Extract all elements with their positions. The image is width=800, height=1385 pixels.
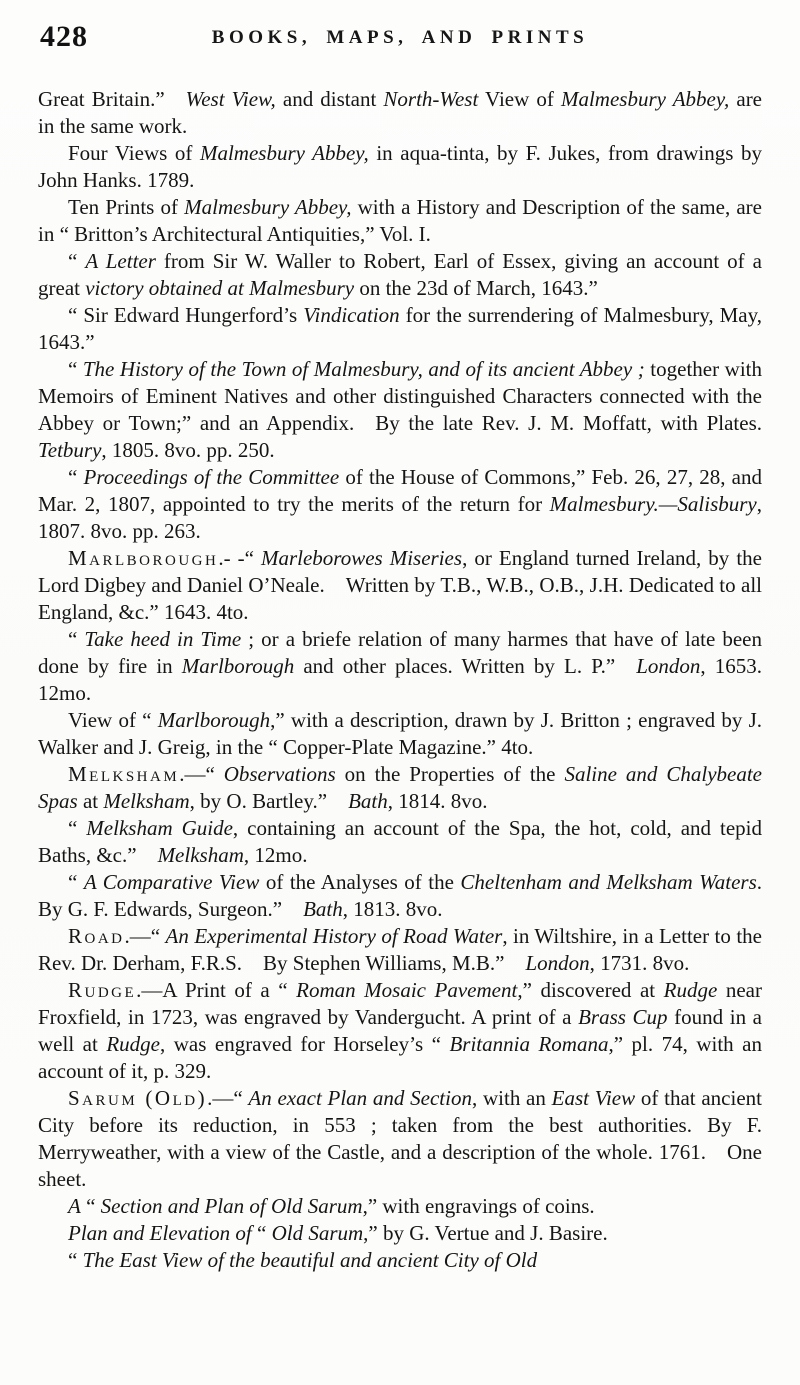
italic-run: Melksham: [157, 843, 244, 867]
paragraph: [38, 194, 762, 248]
italic-run: Malmesbury Abbey,: [560, 87, 730, 111]
text-run: of the Analyses of the: [259, 870, 461, 894]
italic-run: North-West: [383, 87, 479, 111]
smallcaps-run: Melksham: [68, 762, 180, 786]
text-run: , 1814. 8vo.: [387, 789, 488, 813]
italic-run: Proceedings of the Committee: [83, 465, 340, 489]
paragraph: [38, 545, 762, 626]
italic-run: Malmesbury.—Salisbury: [549, 492, 757, 516]
text-run: , or England turned Ireland, by the Lord Digbey and Daniel O’Neale. Written by T.B., W.B., O.B., J.H. Dedicated to all England, &c.” 1643. 4to.: [38, 546, 762, 624]
text-run: with a History and Description of the same, are in “ Britton’s Architectural Antiquities,” Vol. I.: [38, 195, 762, 246]
text-run: .—A Print of a “: [136, 978, 297, 1002]
italic-run: Observations: [223, 762, 336, 786]
italic-run: Marleborowes Miseries: [260, 546, 463, 570]
text-run: , in Wiltshire, in a Letter to the Rev. Dr. Derham, F.R.S. By Stephen Williams, M.B.”: [38, 924, 762, 975]
italic-run: East View: [551, 1086, 636, 1110]
text-block: [38, 86, 762, 1274]
text-run: at: [77, 789, 104, 813]
paragraph: [38, 140, 762, 194]
italic-run: Marlborough: [157, 708, 271, 732]
text-run: , 1805. 8vo. pp. 250.: [101, 438, 275, 462]
italic-run: Rudge: [663, 978, 718, 1002]
text-run: Four Views of: [68, 141, 200, 165]
text-run: ,” by G. Vertue and J. Basire.: [363, 1221, 608, 1245]
text-run: ,” discovered at: [517, 978, 664, 1002]
text-run: ,” with engravings of coins.: [362, 1194, 595, 1218]
paragraph: [38, 869, 762, 923]
smallcaps-run: Marlborough: [68, 546, 219, 570]
italic-run: London: [636, 654, 701, 678]
text-run: .- -“: [218, 546, 261, 570]
italic-run: Tetbury: [38, 438, 102, 462]
paragraph: [38, 464, 762, 545]
italic-run: Malmesbury Abbey,: [184, 195, 352, 219]
text-run: , 1731. 8vo.: [589, 951, 690, 975]
smallcaps-run: Rudge: [68, 978, 137, 1002]
italic-run: Section and Plan of Old Sarum: [100, 1194, 363, 1218]
italic-run: An Experimental History of Road Water: [165, 924, 503, 948]
text-run: of the House of Commons,” Feb. 26, 27, 28, and Mar. 2, 1807, appointed to try the merits of the return for: [38, 465, 762, 516]
text-run: together with Memoirs of Eminent Natives and other distinguished Characters connected with the Abbey or Town;” and an Appendix. By the late Rev. J. M. Moffatt, with Plates.: [38, 357, 762, 435]
italic-run: A: [68, 1194, 81, 1218]
text-run: and other places. Written by L. P.”: [294, 654, 637, 678]
italic-run: Plan and Elevation of: [68, 1221, 252, 1245]
paragraph: [38, 1247, 762, 1274]
italic-run: London: [525, 951, 590, 975]
page-number: 428: [40, 20, 88, 53]
text-run: and distant: [275, 87, 384, 111]
text-run: ,” pl. 74, with an account of it, p. 329.: [38, 1032, 763, 1083]
running-head: BOOKS, MAPS, AND PRINTS: [211, 27, 589, 48]
text-run: View of “: [68, 708, 158, 732]
text-run: “: [68, 627, 85, 651]
text-run: .—“: [179, 762, 224, 786]
italic-run: Melksham Guide: [86, 816, 233, 840]
text-run: from Sir W. Waller to Robert, Earl of Essex, giving an account of a great: [38, 249, 762, 300]
italic-run: Melksham: [103, 789, 190, 813]
paragraph: [38, 707, 762, 761]
paragraph: [38, 1193, 762, 1220]
italic-run: Malmesbury Abbey,: [199, 141, 369, 165]
text-run: , by O. Bartley.”: [189, 789, 349, 813]
text-run: Ten Prints of: [68, 195, 185, 219]
italic-run: Marlborough: [181, 654, 295, 678]
italic-run: Saline and Chalybeate Spas: [38, 762, 762, 813]
text-run: , was engraved for Horseley’s “: [159, 1032, 450, 1056]
text-run: , 12mo.: [243, 843, 308, 867]
italic-run: Bath: [303, 897, 343, 921]
smallcaps-run: Sarum (Old): [68, 1086, 208, 1110]
italic-run: An exact Plan and Section: [248, 1086, 472, 1110]
italic-run: Britannia Romana: [449, 1032, 609, 1056]
italic-run: Bath: [348, 789, 388, 813]
text-run: , containing an account of the Spa, the hot, cold, and tepid Baths, &c.”: [38, 816, 762, 867]
italic-run: The History of the Town of Malmesbury, and of its ancient Abbey ;: [82, 357, 645, 381]
text-run: “ Sir Edward Hungerford’s: [68, 303, 304, 327]
italic-run: Take heed in Time: [84, 627, 242, 651]
text-run: , 1813. 8vo.: [342, 897, 443, 921]
text-run: of that ancient City before its reduction, in 553 ; taken from the best authorities. By F. Merryweather, with a view of the Castle, and a description of the whole. 1761. One sheet.: [38, 1086, 762, 1191]
italic-run: Brass Cup: [578, 1005, 668, 1029]
italic-run: West View,: [185, 87, 276, 111]
text-run: View of: [478, 87, 561, 111]
paragraph: [38, 977, 762, 1085]
text-run: “: [68, 249, 86, 273]
paragraph: [38, 761, 762, 815]
paragraph: [38, 923, 762, 977]
text-run: .—“: [207, 1086, 249, 1110]
italic-run: victory obtained at Malmesbury: [85, 276, 355, 300]
paragraph: [38, 815, 762, 869]
text-run: . By G. F. Edwards, Surgeon.”: [38, 870, 763, 921]
text-run: “: [68, 870, 84, 894]
text-run: ; or a briefe relation of many harmes that have of late been done by fire in: [38, 627, 762, 678]
italic-run: A Letter: [85, 249, 156, 273]
text-run: , 1807. 8vo. pp. 263.: [38, 492, 762, 543]
italic-run: Cheltenham and Melksham Waters: [460, 870, 757, 894]
text-run: near Froxfield, in 1723, was engraved by Vandergucht. A print of a: [38, 978, 762, 1029]
page-header: [38, 20, 762, 64]
smallcaps-run: Road: [68, 924, 125, 948]
text-run: on the 23d of March, 1643.”: [354, 276, 598, 300]
italic-run: Vindication: [303, 303, 400, 327]
text-run: ,” with a description, drawn by J. Britton ; engraved by J. Walker and J. Greig, in the “ Copper-Plate Magazine.” 4to.: [38, 708, 762, 759]
italic-run: Roman Mosaic Pavement: [296, 978, 518, 1002]
text-run: .—“: [124, 924, 166, 948]
paragraph: [38, 86, 762, 140]
paragraph: [38, 248, 762, 302]
text-run: , with an: [471, 1086, 552, 1110]
italic-run: The East View of the beautiful and ancient City of Old: [82, 1248, 538, 1272]
text-run: for the surrendering of Malmesbury, May, 1643.”: [38, 303, 762, 354]
paragraph: [38, 1085, 762, 1193]
paragraph: [38, 356, 762, 464]
text-run: “: [68, 816, 87, 840]
paragraph: [38, 1220, 762, 1247]
paragraph: [38, 626, 762, 707]
text-run: “: [68, 1248, 83, 1272]
italic-run: A Comparative View: [83, 870, 260, 894]
text-run: found in a well at: [38, 1005, 762, 1056]
paragraph: [38, 302, 762, 356]
text-run: , 1653. 12mo.: [38, 654, 762, 705]
text-run: “: [251, 1221, 272, 1245]
text-run: Great Britain.”: [38, 87, 186, 111]
text-run: are in the same work.: [38, 87, 763, 138]
italic-run: Rudge: [106, 1032, 160, 1056]
text-run: on the Properties of the: [335, 762, 565, 786]
text-run: “: [68, 465, 84, 489]
italic-run: Old Sarum: [271, 1221, 364, 1245]
text-run: “: [68, 357, 83, 381]
text-run: in aqua-tinta, by F. Jukes, from drawings by John Hanks. 1789.: [38, 141, 762, 192]
text-run: “: [80, 1194, 101, 1218]
